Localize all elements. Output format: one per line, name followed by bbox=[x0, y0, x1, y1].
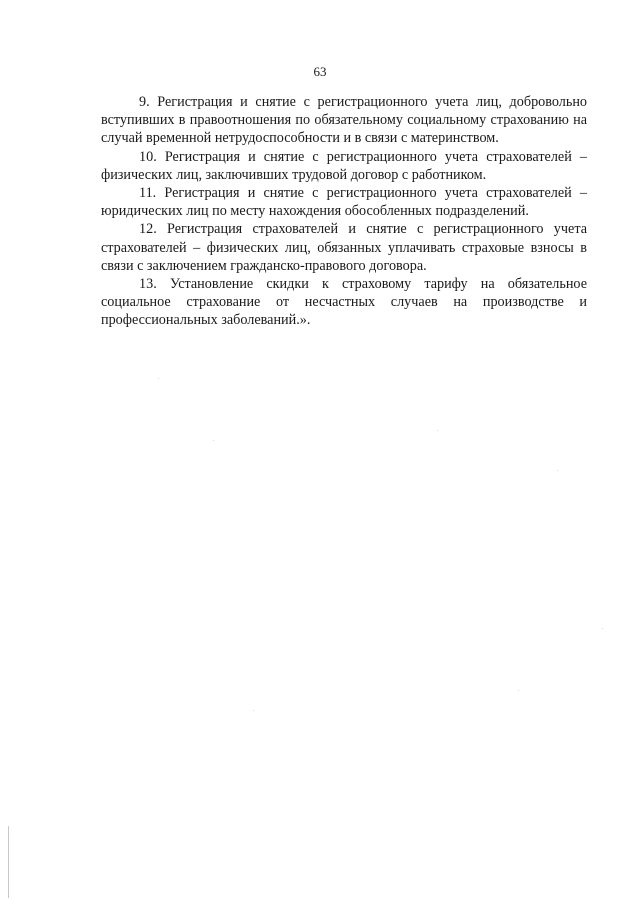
scan-speck bbox=[213, 440, 214, 441]
scan-edge-mark bbox=[8, 826, 9, 898]
scan-speck bbox=[518, 690, 519, 691]
document-body bbox=[101, 93, 587, 330]
paragraph-item-9: 9. Регистрация и снятие с регистрационного учета лиц, добровольно вступивших в правоотношения по обязательному социальному страхованию на случай временной нетрудоспособности и в связи с материнством. bbox=[101, 94, 587, 147]
paragraph-item-11: 11. Регистрация и снятие с регистрационного учета страхователей – юридических лиц по месту нахождения обособленных подразделений. bbox=[101, 185, 587, 220]
paragraph-item-12: 12. Регистрация страхователей и снятие с регистрационного учета страхователей – физических лиц, обязанных уплачивать страховые взносы в связи с заключением гражданско-правового договора. bbox=[101, 221, 587, 274]
page-number: 63 bbox=[313, 64, 327, 79]
scan-speck bbox=[158, 378, 159, 379]
scan-speck bbox=[437, 430, 438, 431]
scan-speck bbox=[602, 628, 603, 629]
paragraph-item-13: 13. Установление скидки к страховому тарифу на обязательное социальное страхование от несчастных случаев на производстве и профессиональных заболеваний.». bbox=[101, 276, 587, 329]
scan-speck bbox=[253, 710, 254, 711]
paragraph-item-10: 10. Регистрация и снятие с регистрационного учета страхователей – физических лиц, заключивших трудовой договор с работником. bbox=[101, 148, 587, 183]
scan-speck bbox=[557, 470, 558, 471]
